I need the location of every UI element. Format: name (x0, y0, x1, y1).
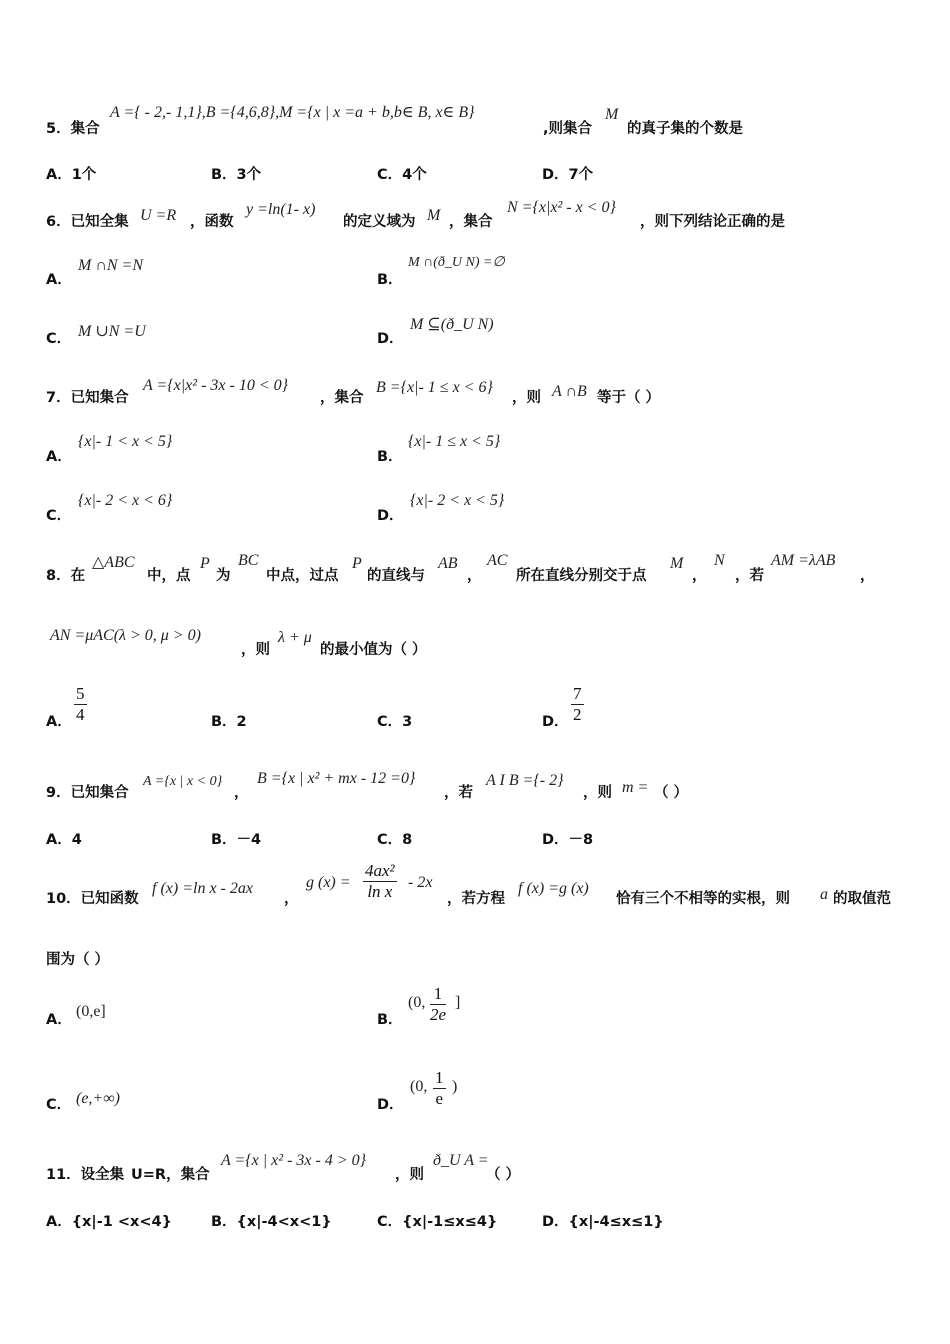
q11-option-d: D．{x|-4≤x≤1} (542, 1214, 664, 1230)
q10-option-b-label: B． (377, 1012, 403, 1028)
q10-option-b-open: (0, (408, 994, 426, 1011)
q8-option-a-denominator: 4 (76, 705, 85, 724)
q8-text-9: ， (860, 568, 875, 584)
q6-math-n: N ={x|x² - x < 0} (507, 199, 616, 216)
q11-math-complement: ð_U A = (433, 1152, 489, 1169)
q10-text-1: ， (284, 891, 299, 907)
q8-math-ac: AC (487, 552, 508, 569)
q8-option-d-denominator: 2 (573, 705, 582, 724)
q10-text-4: 的取值范 (833, 891, 891, 907)
q7-math-b: B ={x|- 1 ≤ x < 6} (376, 379, 493, 396)
q6-text-2: 的定义域为 (343, 214, 416, 230)
q6-option-c-label: C． (46, 331, 72, 347)
q11-option-a: A．{x|-1 <x<4} (46, 1214, 172, 1230)
q8-text-2: 为 (216, 568, 231, 584)
q9-text-4: （ ） (654, 785, 689, 801)
q7-option-c-label: C． (46, 508, 72, 524)
q9-math-intersect: A I B ={- 2} (486, 772, 564, 789)
q5-option-a: A．1个 (46, 167, 97, 183)
q9-number: 9．已知集合 (46, 785, 129, 801)
q9-text-1: ， (234, 785, 249, 801)
q5-text-tail: 的真子集的个数是 (627, 121, 743, 137)
q7-text-1: ，集合 (320, 390, 364, 406)
q10-g-numerator: 4ax² (365, 861, 395, 880)
q8-math-m: M (670, 555, 684, 572)
q11-text-0: U=R，集合 (131, 1167, 210, 1183)
q10-math-eq: f (x) =g (x) (518, 880, 589, 897)
q5-math-m: M (605, 106, 619, 123)
q11-math-a: A ={x | x² - 3x - 4 > 0} (221, 1152, 367, 1169)
q9-option-a: A．4 (46, 832, 82, 848)
q9-math-b: B ={x | x² + mx - 12 =0} (257, 770, 416, 787)
q8-math-p2: P (352, 555, 362, 572)
q8-text-1: 中，点 (147, 568, 191, 584)
q6-math-m: M (427, 207, 441, 224)
q8-math-bc: BC (238, 552, 259, 569)
q6-math-u: U =R (140, 207, 177, 224)
q7-text-2: ，则 (512, 390, 541, 406)
q10-option-d-close: ) (452, 1078, 458, 1095)
q8-text-8: ，若 (735, 568, 764, 584)
q10-text-3: 恰有三个不相等的实根，则 (616, 891, 790, 907)
q7-option-c: {x|- 2 < x < 6} (78, 492, 173, 509)
q6-option-d: M ⊆(ð_U N) (410, 316, 494, 333)
q10-option-c-label: C． (46, 1097, 72, 1113)
q8-math-triangle: △ABC (92, 554, 135, 571)
q8-text-4: 的直线与 (367, 568, 425, 584)
q9-option-b: B．－4 (211, 832, 262, 848)
q8-text-5: ， (467, 568, 482, 584)
q6-option-b: M ∩(ð_U N) =∅ (408, 255, 505, 270)
q11-text-2: （ ） (486, 1167, 521, 1183)
q8-option-d-fraction (571, 684, 584, 725)
q6-option-c: M ∪N =U (78, 323, 146, 340)
q8-option-a-numerator: 5 (76, 684, 85, 703)
q5-option-d: D．7个 (542, 167, 594, 183)
q6-text-3: ，集合 (449, 214, 493, 230)
q9-text-3: ，则 (583, 785, 612, 801)
q8-text-6: 所在直线分别交于点 (516, 568, 647, 584)
q6-text-1: ，函数 (190, 214, 234, 230)
q10-option-d-denominator: e (435, 1089, 444, 1108)
q8-math-n: N (714, 552, 725, 569)
q8-option-a-label: A． (46, 714, 72, 730)
q10-option-b-denominator: 2e (430, 1005, 447, 1024)
q5-option-b: B．3个 (211, 167, 262, 183)
q11-text-1: ，则 (395, 1167, 424, 1183)
q7-option-b-label: B． (377, 449, 403, 465)
q6-option-a: M ∩N =N (78, 257, 144, 274)
q10-option-a: (0,e] (76, 1003, 106, 1020)
q8-math-am: AM =λAB (771, 552, 836, 569)
q8-text-10: ，则 (241, 642, 270, 658)
q10-text-2: ，若方程 (447, 891, 505, 907)
q8-option-c: C．3 (377, 714, 413, 730)
q8-text-7: ， (692, 568, 707, 584)
q10-option-c: (e,+∞) (76, 1090, 120, 1107)
q7-option-d: {x|- 2 < x < 5} (410, 492, 505, 509)
q6-option-d-label: D． (377, 331, 404, 347)
q11-number: 11．设全集 (46, 1167, 125, 1183)
q10-option-d-open: (0, (410, 1078, 428, 1095)
q7-math-ab: A ∩B (552, 383, 587, 400)
q10-option-b-fraction (430, 984, 446, 1025)
q10-math-g-fraction (363, 861, 397, 902)
q11-option-c: C．{x|-1≤x≤4} (377, 1214, 498, 1230)
q10-math-a: a (820, 886, 828, 903)
q5-option-c: C．4个 (377, 167, 427, 183)
q11-option-b: B．{x|-4<x<1} (211, 1214, 332, 1230)
q10-option-d-numerator: 1 (435, 1068, 444, 1087)
q10-option-d-label: D． (377, 1097, 404, 1113)
q10-math-g-lhs: g (x) = (306, 874, 351, 891)
q10-option-d-fraction (433, 1068, 446, 1109)
q9-option-d: D．－8 (542, 832, 594, 848)
q6-text-4: ，则下列结论正确的是 (640, 214, 785, 230)
q9-text-2: ，若 (444, 785, 473, 801)
q6-number: 6．已知全集 (46, 214, 129, 230)
q8-option-d-numerator: 7 (573, 684, 582, 703)
q10-math-g-rhs: - 2x (408, 874, 433, 891)
q6-option-b-label: B． (377, 272, 403, 288)
q7-option-a: {x|- 1 < x < 5} (78, 433, 173, 450)
q8-option-d-label: D． (542, 714, 569, 730)
q5-math-sets: A ={ - 2,- 1,1},B ={4,6,8},M ={x | x =a + b,b∈ B, x∈ B} (110, 104, 475, 121)
q10-option-b-close: ] (455, 994, 461, 1011)
q10-number: 10．已知函数 (46, 891, 139, 907)
q7-option-b: {x|- 1 ≤ x < 5} (408, 433, 501, 450)
q7-text-3: 等于（ ） (597, 390, 661, 406)
q10-g-denominator: ln x (367, 882, 393, 901)
q7-math-a: A ={x|x² - 3x - 10 < 0} (143, 377, 289, 394)
q8-number: 8．在 (46, 568, 86, 584)
q8-math-ab: AB (438, 555, 458, 572)
q8-math-p1: P (200, 555, 210, 572)
q5-number: 5．集合 (46, 121, 100, 137)
q8-text-3: 中点，过点 (266, 568, 339, 584)
q8-math-sum: λ + μ (278, 629, 312, 646)
q7-option-d-label: D． (377, 508, 404, 524)
q5-text-mid: ,则集合 (543, 121, 593, 137)
q9-math-m: m = (622, 779, 649, 796)
q8-option-a-fraction (74, 684, 87, 725)
q10-option-b-numerator: 1 (430, 984, 446, 1005)
q6-option-a-label: A． (46, 272, 72, 288)
q7-option-a-label: A． (46, 449, 72, 465)
q8-text-11: 的最小值为（ ） (320, 642, 427, 658)
q10-math-f: f (x) =ln x - 2ax (152, 880, 253, 897)
q8-option-b: B．2 (211, 714, 247, 730)
q7-number: 7．已知集合 (46, 390, 129, 406)
q9-math-a: A ={x | x < 0} (143, 774, 223, 789)
q6-math-func: y =ln(1- x) (246, 201, 316, 218)
q9-option-c: C．8 (377, 832, 413, 848)
q8-math-an: AN =μAC(λ > 0, μ > 0) (50, 627, 201, 644)
q10-text-line2: 围为（ ） (46, 952, 110, 968)
q10-option-a-label: A． (46, 1012, 72, 1028)
